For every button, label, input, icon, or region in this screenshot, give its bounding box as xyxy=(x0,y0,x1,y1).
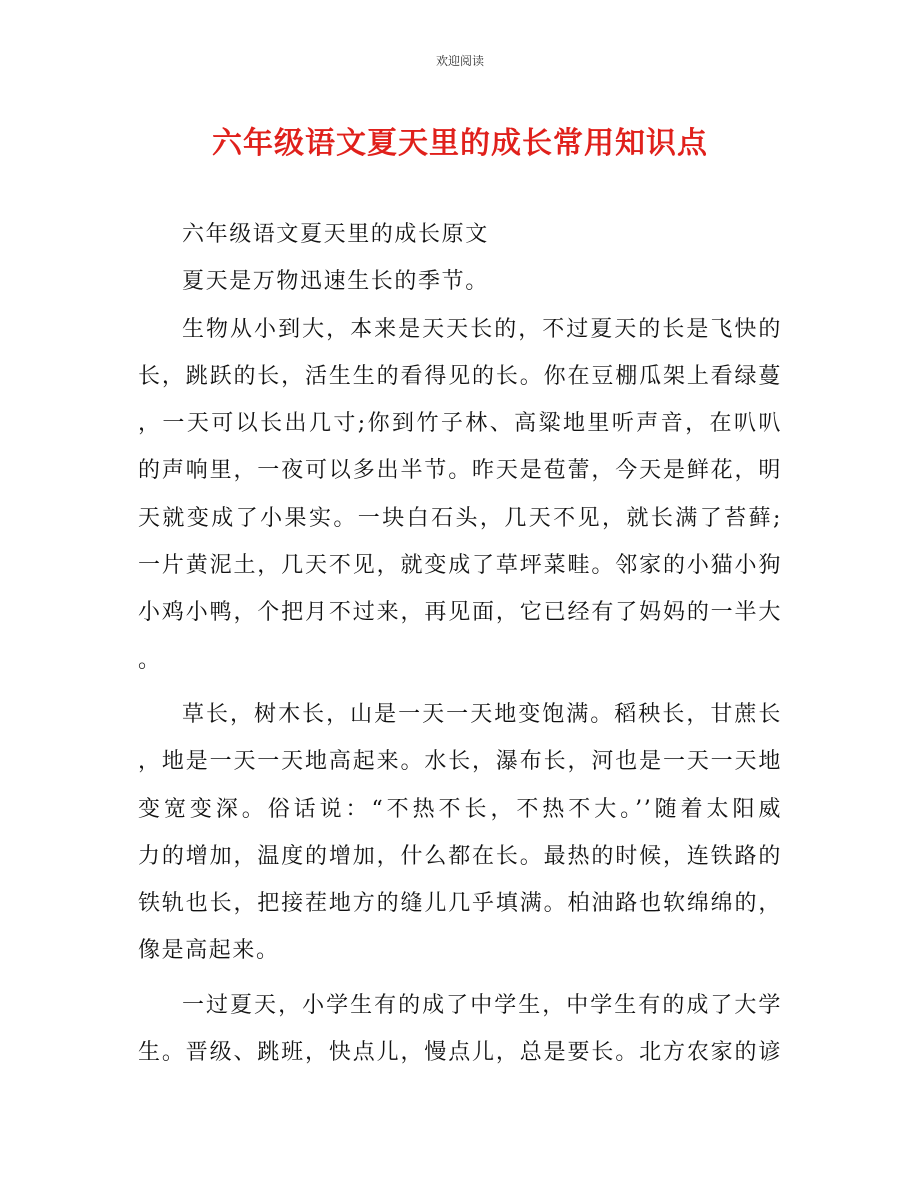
text-line: 小鸡小鸭，个把月不过来，再见面，它已经有了妈妈的一半大 xyxy=(138,600,782,626)
document-body xyxy=(138,211,782,1076)
text-line: 六年级语文夏天里的成长原文 xyxy=(182,222,489,247)
text-line: 铁轨也长，把接茬地方的缝儿几乎填满。柏油路也软绵绵的， xyxy=(138,891,782,917)
text-line: 夏天是万物迅速生长的季节。 xyxy=(182,269,489,295)
text-line: 力的增加，温度的增加，什么都在长。最热的时候，连铁路的 xyxy=(138,843,782,869)
text-line: ，地是一天一天地高起来。水长，瀑布长，河也是一天一天地 xyxy=(138,749,782,775)
page-title: 六年级语文夏天里的成长常用知识点 xyxy=(212,126,708,161)
text-line: 。 xyxy=(138,647,162,673)
text-line: 长，跳跃的长，活生生的看得见的长。你在豆棚瓜架上看绿蔓 xyxy=(138,363,782,389)
text-line: 生。晋级、跳班，快点儿，慢点儿，总是要长。北方农家的谚 xyxy=(138,1040,782,1066)
text-line: 的声响里，一夜可以多出半节。昨天是苞蕾，今天是鲜花，明 xyxy=(138,458,782,484)
text-line: 天就变成了小果实。一块白石头，几天不见，就长满了苔藓; xyxy=(138,505,782,531)
text-line: 一过夏天，小学生有的成了中学生，中学生有的成了大学 xyxy=(182,992,782,1018)
text-line: 一片黄泥土，几天不见，就变成了草坪菜畦。邻家的小猫小狗 xyxy=(138,553,782,579)
text-line: 变宽变深。俗话说：“不热不长，不热不大。’’随着太阳威 xyxy=(138,796,782,822)
text-line: ，一天可以长出几寸;你到竹子林、高粱地里听声音，在叭叭 xyxy=(138,411,782,437)
text-line: 像是高起来。 xyxy=(138,938,280,964)
text-line: 生物从小到大，本来是天天长的，不过夏天的长是飞快的 xyxy=(182,316,782,342)
text-line: 草长，树木长，山是一天一天地变饱满。稻秧长，甘蔗长 xyxy=(182,701,782,727)
header-note: 欢迎阅读 xyxy=(435,54,484,68)
